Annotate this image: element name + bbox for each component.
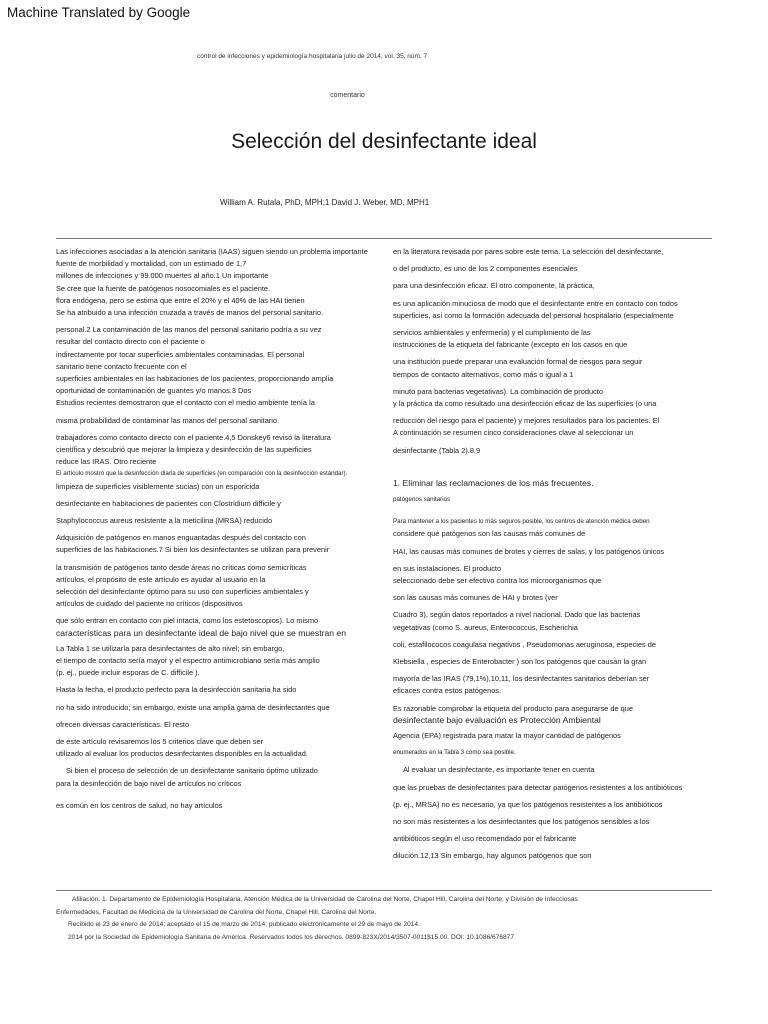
body-line: personal.2 La contaminación de las manos del personal sanitario podría a su vez	[56, 325, 322, 335]
body-line: Si bien el proceso de selección de un desinfectante sanitario óptimo utilizado	[66, 766, 318, 776]
body-line: misma probabilidad de contaminar las manos del personal sanitario.	[56, 415, 280, 425]
body-line: de este artículo revisaremos los 5 criterios clave que deben ser	[56, 736, 264, 746]
body-line: Se cree que la fuente de patógenos nosocomiales es el paciente.	[56, 283, 271, 293]
body-line: resultar del contacto directo con el paciente o	[56, 337, 205, 347]
body-line: reducción del riesgo para el paciente) y mejores resultados para los pacientes. El	[393, 416, 660, 426]
body-line: trabajadores como contacto directo con el paciente.4,5 Donskey6 revisó la literatura	[56, 432, 331, 442]
body-line: oportunidad de contaminación de guantes y/o manos.3 Dos	[56, 386, 252, 396]
body-line: no ha sido introducido; sin embargo, existe una amplia gama de desinfectantes que	[56, 702, 330, 712]
body-line: selección del desinfectante óptimo para su uso con superficies ambientales y	[56, 587, 309, 597]
body-line: Klebsiella , especies de Enterobacter ) son los patógenos que causan la gran	[393, 657, 647, 667]
section-subheading: patógenos sanitarios	[393, 496, 451, 504]
body-line: Adquisición de patógenos en manos enguantadas después del contacto con	[56, 533, 306, 543]
body-line: instrucciones de la etiqueta del fabricante (excepto en los casos en que	[393, 340, 628, 350]
footnote-line: Recibido el 23 de enero de 2014; aceptado el 15 de marzo de 2014; publicado electrónicamente el 29 de mayo de 2014.	[68, 921, 420, 928]
footnote-line: Afiliación: 1. Departamento de Epidemiología Hospitalaria, Atención Médica de la Universidad de Carolina del Norte, Chapel Hill, Carolina del Norte; y División de Infecciosas	[72, 896, 578, 903]
body-line: eficaces contra estos patógenos.	[393, 686, 502, 696]
body-line: en la literatura revisada por pares sobre este tema. La selección del desinfectante,	[393, 247, 664, 256]
body-line: coli, estafilococos coagulasa negativos , Pseudomonas aeruginosa, especies de	[393, 639, 656, 649]
body-line: es una aplicación minuciosa de modo que el desinfectante entre en contacto con todos	[393, 298, 678, 308]
footer-rule	[56, 890, 712, 891]
body-line: artículos, el propósito de este artículo es ayudar al usuario en la	[56, 574, 266, 584]
affiliation-footnote	[56, 894, 716, 944]
body-line: considere qué patógenos son las causas más comunes de	[393, 529, 586, 539]
body-line: enumerados en la Tabla 3 como sea posible.	[393, 749, 516, 757]
body-line: Las infecciones asociadas a la atención sanitaria (IAAS) siguen siendo un problema importante	[56, 247, 368, 256]
body-line: limpieza de superficies visiblemente sucias) con un esporicida	[56, 481, 260, 491]
body-line: una institución puede preparar una evaluación formal de riesgos para seguir	[393, 357, 643, 367]
journal-reference: control de infecciones y epidemiología hospitalaria julio de 2014, vol. 35, núm. 7	[197, 53, 428, 60]
left-column	[56, 246, 378, 812]
body-line: dilución.12,13 Sin embargo, hay algunos patógenos que son	[393, 851, 592, 861]
body-line: en sus instalaciones. El producto	[393, 563, 502, 573]
body-line: y la práctica da como resultado una desinfección eficaz de las superficies (o una	[393, 399, 657, 409]
body-line: HAI, las causas más comunes de brotes y cierres de salas, y los patógenos únicos	[393, 546, 665, 556]
article-title: Selección del desinfectante ideal	[231, 130, 537, 153]
body-line: (p. ej., MRSA) no es necesario, ya que los patógenos resistentes a los antibióticos	[393, 799, 663, 809]
body-line: para la desinfección de bajo nivel de artículos no críticos	[56, 778, 242, 788]
body-line: indirectamente por tocar superficies ambientales contaminadas. El personal	[56, 349, 305, 359]
body-line: reduce las IRAS. Otro reciente	[56, 457, 157, 467]
header-rule	[56, 238, 712, 239]
body-line: ofrecen diversas características. El resto	[56, 719, 190, 729]
body-line: minuto para bacterias vegetativas). La combinación de producto	[393, 386, 603, 396]
body-line: o del producto, es uno de los 2 componentes esenciales	[393, 264, 578, 274]
body-line: superficies ambientales en las habitaciones de los pacientes, proporcionando amplia	[56, 374, 334, 384]
body-line: características para un desinfectante ideal de bajo nivel que se muestran en	[56, 627, 346, 638]
footnote-line: 2014 por la Sociedad de Epidemiología Sanitaria de América. Reservados todos los derechos. 0899-823X/2014/3507-0011$15.00. DOI: 10.1086/676877	[68, 933, 514, 941]
body-line: sanitario tiene contacto frecuente con el	[56, 361, 187, 371]
body-line: Agencia (EPA) registrada para matar la mayor cantidad de patógenos	[393, 730, 621, 740]
body-line: artículos de cuidado del paciente no críticos (dispositivos	[56, 599, 243, 609]
body-line: Hasta la fecha, el producto perfecto para la desinfección sanitaria ha sido	[56, 685, 297, 695]
body-line: mayoría de las IRAS (79,1%),10,11, los desinfectantes sanitarios deberían ser	[393, 674, 650, 684]
section-heading: 1. Eliminar las reclamaciones de los más frecuentes.	[393, 477, 594, 488]
body-line: millones de infecciones y 99.000 muertes al año.1 Un importante	[56, 271, 269, 281]
body-line: para una desinfección eficaz. El otro componente, la práctica,	[393, 281, 595, 291]
body-line: superficies de las habitaciones.7 Si bien los desinfectantes se utilizan para prevenir	[56, 545, 330, 555]
body-line: tiempos de contacto alternativos, como más o igual a 1	[393, 369, 574, 379]
body-line: vegetativas (como S. aureus, Enterococcus, Escherichia	[393, 622, 578, 632]
body-line: seleccionado debe ser efectivo contra los microorganismos que	[393, 576, 602, 586]
body-line: es común en los centros de salud, no hay artículos	[56, 800, 223, 810]
body-line: el tiempo de contacto sería mayor y el espectro antimicrobiano sería más amplio	[56, 655, 320, 665]
body-line: que las pruebas de desinfectantes para detectar patógenos resistentes a los antibióticos	[393, 782, 683, 792]
body-line: superficies, así como la formación adecuada del personal hospitalario (especialmente	[393, 310, 674, 320]
body-line: servicios ambientales y enfermería) y el cumplimiento de las	[393, 328, 591, 338]
body-line: desinfectante (Tabla 2).8,9	[393, 445, 481, 455]
body-line: antibióticos según el uso recomendado por el fabricante	[393, 834, 577, 844]
body-line: científica y descubrió que mejorar la limpieza y desinfección de las superficies	[56, 445, 312, 455]
body-line: Es razonable comprobar la etiqueta del producto para asegurarse de que	[393, 703, 633, 713]
body-line: Estudios recientes demostraron que el contacto con el medio ambiente tenía la	[56, 398, 315, 408]
section-label: comentario	[330, 92, 365, 99]
translation-banner: Machine Translated by Google	[7, 5, 191, 20]
body-line: utilizado al evaluar los productos desinfectantes disponibles en la actualidad.	[56, 749, 308, 759]
body-line: flora endógena, pero se estima que entre el 20% y el 40% de las HAI tienen	[56, 295, 305, 305]
body-line: Se ha atribuido a una infección cruzada a través de manos del personal sanitario.	[56, 308, 324, 318]
author-list: William A. Rutala, PhD, MPH;1 David J. Weber, MD, MPH1	[220, 198, 430, 207]
body-line: desinfectante bajo evaluación es Protección Ambiental	[393, 714, 601, 725]
body-line: La Tabla 1 se utilizaría para desinfectantes de alto nivel; sin embargo,	[56, 643, 285, 653]
body-line: Staphylococcus aureus resistente a la meticilina (MRSA) reducido	[56, 516, 273, 526]
footnote-line: Enfermedades, Facultad de Medicina de la Universidad de Carolina del Norte, Chapel Hill, Carolina del Norte.	[56, 908, 377, 916]
body-line: la transmisión de patógenos tanto desde áreas no críticas como semicríticas	[56, 562, 307, 572]
body-line: son las causas más comunes de HAI y brotes (ver	[393, 593, 558, 603]
body-line: Para mantener a los pacientes lo más seguros posible, los centros de atención médica deben	[393, 518, 650, 526]
body-line: fuente de morbilidad y mortalidad, con un estimado de 1,7	[56, 259, 247, 269]
body-line: que sólo entran en contacto con piel intacta, como los estetoscopios). Lo mismo	[56, 616, 319, 626]
body-line: (p. ej., puede incluir esporas de C. difficile ).	[56, 668, 200, 678]
body-line: Cuadro 3), según datos reportados a nivel nacional. Dado que las bacterias	[393, 610, 641, 620]
body-line: A continuación se resumen cinco consideraciones clave al seleccionar un	[393, 428, 634, 438]
right-column	[393, 246, 723, 863]
body-line: El artículo mostró que la desinfección diaria de superficies (en comparación con la desinfección estándar).	[56, 470, 348, 478]
body-line: no son más resistentes a los desinfectantes que los patógenos sensibles a los	[393, 816, 650, 826]
body-line: desinfectante en habitaciones de pacientes con Clostridium difficile y	[56, 498, 281, 508]
body-line: Al evaluar un desinfectante, es importante tener en cuenta	[403, 765, 595, 775]
